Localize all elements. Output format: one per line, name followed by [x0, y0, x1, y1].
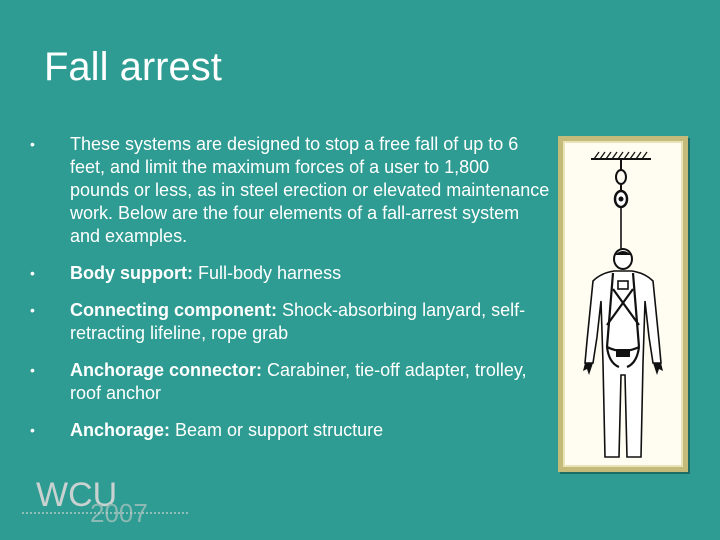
bullet-list: [30, 133, 550, 456]
logo-text: WCU: [36, 476, 118, 514]
bullet-text: These systems are designed to stop a free fall of up to 6 feet, and limit the maximum forces of a user to 1,800 pounds or less, as in steel erection or elevated maintenance work. Below are the four elements of a fall-arrest system and examples.: [70, 134, 550, 246]
bullet-dot: •: [30, 422, 35, 438]
harness-figure-icon: [563, 141, 683, 467]
bullet-intro: [30, 133, 550, 248]
fall-arrest-illustration: [558, 136, 688, 472]
bullet-anchorage: [30, 419, 550, 442]
bullet-text: Beam or support structure: [170, 420, 384, 440]
bullet-text: Full-body harness: [193, 263, 342, 283]
bullet-connecting-component: [30, 299, 550, 345]
logo-year: 2007: [90, 498, 148, 524]
bullet-term: Anchorage connector:: [70, 360, 263, 380]
slide-title: Fall arrest: [44, 45, 222, 89]
bullet-term: Body support:: [70, 263, 193, 283]
bullet-dot: •: [30, 265, 35, 281]
bullet-text: Carabiner, tie-off adapter, trolley, roof anchor: [70, 360, 527, 403]
bullet-text: Shock-absorbing lanyard, self-retracting lifeline, rope grab: [70, 300, 526, 343]
bullet-body-support: [30, 262, 550, 285]
wcu-logo: [22, 472, 192, 524]
bullet-term: Connecting component:: [70, 300, 277, 320]
bullet-term: Anchorage:: [70, 420, 171, 440]
bullet-dot: •: [30, 136, 35, 152]
logo-graphic-icon: [22, 472, 192, 524]
bullet-dot: •: [30, 302, 35, 318]
bullet-dot: •: [30, 362, 35, 378]
bullet-anchorage-connector: [30, 359, 550, 405]
